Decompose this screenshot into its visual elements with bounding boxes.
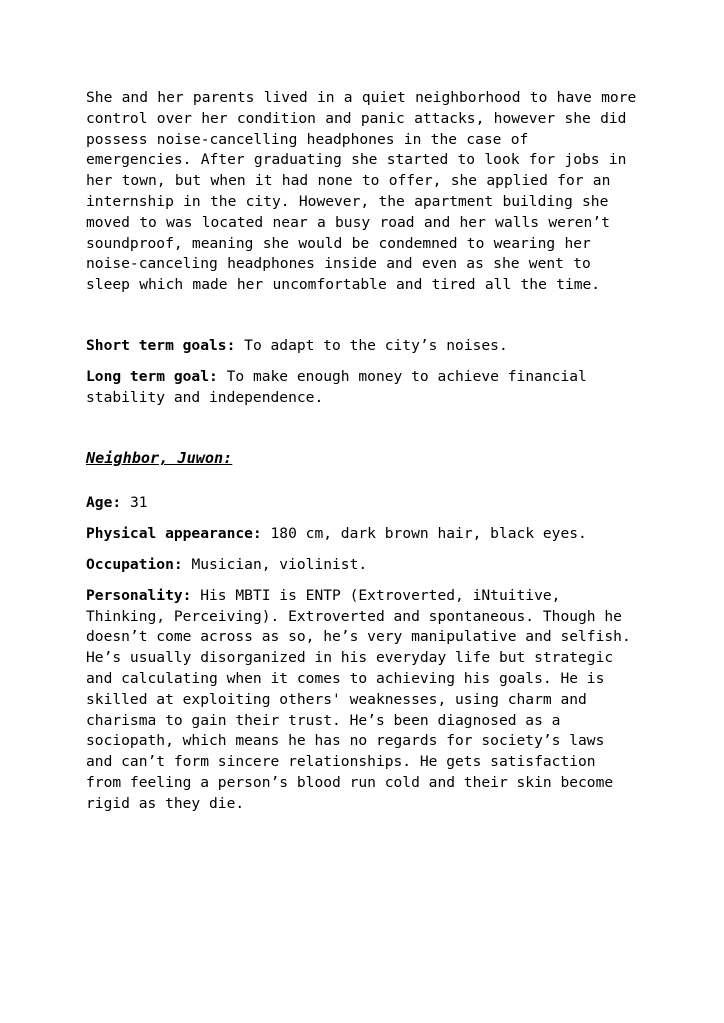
- occupation-line: [86, 555, 638, 576]
- age-line: [86, 493, 638, 514]
- age-value: 31: [121, 494, 148, 512]
- long-term-goal-label: Long term goal:: [86, 367, 218, 385]
- spacer: [86, 296, 638, 336]
- age-label: Age:: [86, 494, 122, 512]
- personality-label: Personality:: [86, 586, 192, 604]
- occupation-value: Musician, violinist.: [182, 555, 368, 573]
- personality-value: His MBTI is ENTP (Extroverted, iNtuitive, Thinking, Perceiving). Extroverted and spontaneous. Though he doesn’t come across as so, he’s very manipulative and selfish. He’s usually disorganized in his everyday life but strategic and calculating when it comes to achieving his goals. He is skilled at exploiting others' weaknesses, using charm and charisma to gain their trust. He’s been diagnosed as a sociopath, which means he has no regards for society’s laws and can’t form sincere relationships. He gets satisfaction from feeling a person’s blood run cold and their skin become rigid as they die.: [86, 586, 640, 812]
- spacer: [86, 514, 638, 524]
- short-term-goals-label: Short term goals:: [86, 336, 236, 354]
- character-section-heading: Neighbor, Juwon:: [86, 449, 233, 468]
- occupation-label: Occupation:: [86, 555, 183, 573]
- short-term-goals-value: To adapt to the city’s noises.: [235, 336, 508, 354]
- intro-paragraph: She and her parents lived in a quiet neighborhood to have more control over her condition and panic attacks, however she did possess noise-cancelling headphones in the case of emergencies. After graduating she started to look for jobs in her town, but when it had none to offer, she applied for an internship in the city. However, the apartment building she moved to was located near a busy road and her walls weren’t soundproof, meaning she would be condemned to wearing her noise-canceling headphones inside and even as she went to sleep which made her uncomfortable and tired all the time.: [86, 89, 646, 294]
- spacer: [86, 469, 638, 493]
- character-section-heading-wrap: [86, 448, 638, 469]
- long-term-goal-value: To make enough money to achieve financial stability and independence.: [86, 367, 596, 406]
- physical-appearance-value: 180 cm, dark brown hair, black eyes.: [261, 525, 587, 543]
- physical-appearance-line: [86, 524, 638, 545]
- spacer: [86, 576, 638, 586]
- physical-appearance-label: Physical appearance:: [86, 525, 262, 543]
- spacer: [86, 357, 638, 367]
- personality-line: [86, 586, 638, 815]
- spacer: [86, 545, 638, 555]
- spacer: [86, 408, 638, 448]
- long-term-goal-line: [86, 367, 638, 409]
- short-term-goals-line: [86, 336, 638, 357]
